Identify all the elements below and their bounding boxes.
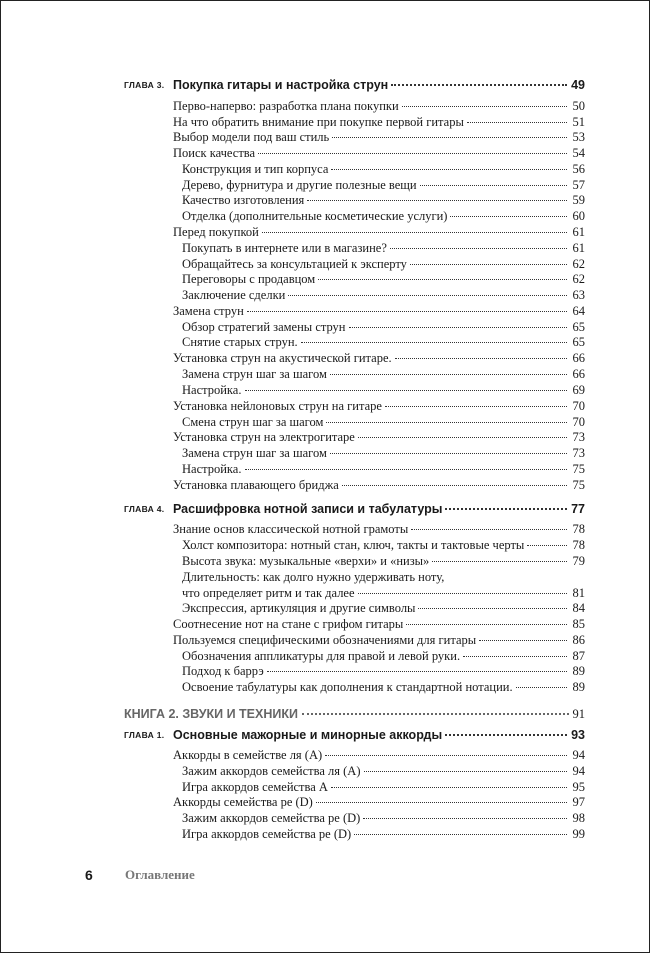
page-number: 79 — [572, 554, 585, 568]
entry-title: Длительность: как долго нужно удерживать ноту, — [182, 570, 445, 584]
entry-title: Замена струн — [173, 303, 247, 319]
leader-dots — [479, 640, 567, 641]
page-number: 56 — [572, 162, 585, 176]
page-number: 87 — [572, 649, 585, 663]
entry-title: Смена струн шаг за шагом — [182, 414, 326, 430]
page-number: 78 — [572, 522, 585, 536]
entry-title: Высота звука: музыкальные «верхи» и «низы» — [182, 553, 432, 569]
page-number: 99 — [572, 827, 585, 841]
toc-subentry[interactable] — [182, 553, 585, 569]
page-number: 65 — [572, 320, 585, 334]
entry-title: Настройка. — [182, 382, 245, 398]
page-number: 60 — [572, 209, 585, 223]
toc-subentry[interactable] — [182, 271, 585, 287]
entry-title: Соотнесение нот на стане с грифом гитары — [173, 616, 406, 632]
toc-entry[interactable] — [173, 794, 585, 810]
leader-dots — [331, 169, 567, 170]
leader-dots — [445, 508, 567, 510]
page-footer-number: 6 — [85, 867, 93, 883]
entry-title: что определяет ритм и так далее — [182, 585, 358, 601]
leader-dots — [354, 834, 567, 835]
toc-subentry-continued[interactable] — [182, 585, 585, 601]
chapter-title: Расшифровка нотной записи и табулатуры — [173, 501, 445, 517]
leader-dots — [418, 608, 567, 609]
toc-subentry[interactable] — [182, 810, 585, 826]
page-number: 91 — [572, 707, 585, 721]
toc-entry[interactable] — [173, 145, 585, 161]
toc-subentry[interactable] — [182, 256, 585, 272]
toc-subentry[interactable] — [182, 240, 585, 256]
entry-title: На что обратить внимание при покупке первой гитары — [173, 114, 467, 130]
page-number: 85 — [572, 617, 585, 631]
entry-title: Перед покупкой — [173, 224, 262, 240]
page-number: 93 — [571, 728, 585, 742]
leader-dots — [395, 358, 567, 359]
entry-title: Установка струн на электрогитаре — [173, 429, 358, 445]
toc-subentry[interactable] — [182, 414, 585, 430]
leader-dots — [325, 755, 567, 756]
toc-subentry[interactable] — [182, 287, 585, 303]
page-number: 89 — [572, 664, 585, 678]
leader-dots — [342, 485, 567, 486]
entry-title: Подход к баррэ — [182, 663, 267, 679]
toc-subentry[interactable] — [182, 319, 585, 335]
toc-subentry[interactable] — [182, 648, 585, 664]
chapter-title: Покупка гитары и настройка струн — [173, 77, 391, 93]
entry-title: Аккорды семейства ре (D) — [173, 794, 316, 810]
entry-title: Заключение сделки — [182, 287, 288, 303]
page-number: 65 — [572, 335, 585, 349]
page-number: 81 — [572, 586, 585, 600]
toc-entry[interactable] — [173, 303, 585, 319]
entry-title: Зажим аккордов семейства ре (D) — [182, 810, 363, 826]
page-number: 61 — [572, 225, 585, 239]
leader-dots — [330, 453, 567, 454]
leader-dots — [330, 374, 567, 375]
toc-entry[interactable] — [173, 350, 585, 366]
toc-entry[interactable] — [173, 98, 585, 114]
entry-title: Снятие старых струн. — [182, 334, 301, 350]
leader-dots — [262, 232, 567, 233]
entry-title: Обзор стратегий замены струн — [182, 319, 349, 335]
page-number: 63 — [572, 288, 585, 302]
leader-dots — [318, 279, 567, 280]
leader-dots — [247, 311, 567, 312]
entry-title: Холст композитора: нотный стан, ключ, такты и тактовые черты — [182, 537, 527, 553]
page-number: 70 — [572, 415, 585, 429]
book-title: КНИГА 2. ЗВУКИ И ТЕХНИКИ — [124, 707, 298, 721]
leader-dots — [385, 406, 567, 407]
toc-subentry[interactable] — [182, 779, 585, 795]
chapter-heading[interactable] — [173, 501, 585, 517]
entry-title: Зажим аккордов семейства ля (A) — [182, 763, 364, 779]
page-number: 89 — [572, 680, 585, 694]
leader-dots — [307, 200, 567, 201]
toc-entry[interactable] — [173, 429, 585, 445]
page-number: 53 — [572, 130, 585, 144]
entry-title: Замена струн шаг за шагом — [182, 445, 330, 461]
toc-entry[interactable] — [173, 398, 585, 414]
leader-dots — [316, 802, 567, 803]
toc-entry[interactable] — [173, 129, 585, 145]
leader-dots — [363, 818, 567, 819]
leader-dots — [450, 216, 567, 217]
chapter-label: ГЛАВА 3. — [124, 80, 165, 90]
leader-dots — [402, 106, 567, 107]
entry-title: Установка струн на акустической гитаре. — [173, 350, 395, 366]
page-number: 75 — [572, 462, 585, 476]
entry-title: Покупать в интернете или в магазине? — [182, 240, 390, 256]
page-number: 84 — [572, 601, 585, 615]
entry-title: Выбор модели под ваш стиль — [173, 129, 332, 145]
book-heading[interactable] — [124, 706, 585, 722]
leader-dots — [467, 122, 567, 123]
toc-subentry[interactable] — [182, 461, 585, 477]
page-number: 62 — [572, 272, 585, 286]
leader-dots — [326, 422, 567, 423]
toc-subentry[interactable] — [182, 826, 585, 842]
toc-subentry[interactable] — [182, 679, 585, 695]
page-number: 70 — [572, 399, 585, 413]
page-number: 62 — [572, 257, 585, 271]
leader-dots — [445, 734, 567, 736]
page-number: 59 — [572, 193, 585, 207]
page-number: 69 — [572, 383, 585, 397]
page-number: 94 — [572, 748, 585, 762]
entry-title: Отделка (дополнительные косметические услуги) — [182, 208, 450, 224]
toc-subentry[interactable] — [182, 366, 585, 382]
entry-title: Установка нейлоновых струн на гитаре — [173, 398, 385, 414]
chapter-title: Основные мажорные и минорные аккорды — [173, 727, 445, 743]
page-number: 64 — [572, 304, 585, 318]
toc-entry[interactable] — [173, 477, 585, 493]
toc-subentry[interactable] — [182, 161, 585, 177]
page-number: 57 — [572, 178, 585, 192]
toc-entry[interactable] — [173, 616, 585, 632]
leader-dots — [258, 153, 567, 154]
page-number: 54 — [572, 146, 585, 160]
leader-dots — [332, 137, 567, 138]
entry-title: Качество изготовления — [182, 192, 307, 208]
entry-title: Перво-наперво: разработка плана покупки — [173, 98, 402, 114]
leader-dots — [420, 185, 567, 186]
toc-entry[interactable] — [173, 114, 585, 130]
page-number: 75 — [572, 478, 585, 492]
entry-title: Экспрессия, артикуляция и другие символы — [182, 600, 418, 616]
toc-subentry[interactable] — [182, 334, 585, 350]
leader-dots — [267, 671, 567, 672]
entry-title: Настройка. — [182, 461, 245, 477]
toc-subentry[interactable] — [182, 192, 585, 208]
leader-dots — [432, 561, 567, 562]
page-number: 61 — [572, 241, 585, 255]
chapter-heading[interactable] — [173, 77, 585, 93]
page-number: 66 — [572, 351, 585, 365]
page-number: 78 — [572, 538, 585, 552]
page-number: 49 — [571, 78, 585, 92]
leader-dots — [245, 469, 568, 470]
page-number: 50 — [572, 99, 585, 113]
entry-title: Поиск качества — [173, 145, 258, 161]
leader-dots — [410, 264, 567, 265]
entry-title: Обозначения аппликатуры для правой и левой руки. — [182, 648, 463, 664]
page-number: 51 — [572, 115, 585, 129]
toc-subentry[interactable] — [182, 208, 585, 224]
toc-subentry[interactable] — [182, 445, 585, 461]
leader-dots — [245, 390, 568, 391]
entry-title: Обращайтесь за консультацией к эксперту — [182, 256, 410, 272]
toc-subentry[interactable] — [182, 537, 585, 553]
toc-entry[interactable] — [173, 521, 585, 537]
leader-dots — [527, 545, 567, 546]
entry-title: Освоение табулатуры как дополнения к стандартной нотации. — [182, 679, 516, 695]
leader-dots — [411, 529, 567, 530]
toc-entry[interactable] — [173, 224, 585, 240]
entry-title: Пользуемся специфическими обозначениями для гитары — [173, 632, 479, 648]
page-number: 73 — [572, 430, 585, 444]
leader-dots — [349, 327, 567, 328]
leader-dots — [406, 624, 567, 625]
toc-subentry[interactable] — [182, 763, 585, 779]
page-number: 77 — [571, 502, 585, 516]
page-number: 97 — [572, 795, 585, 809]
entry-title: Переговоры с продавцом — [182, 271, 318, 287]
toc-subentry[interactable] — [182, 382, 585, 398]
toc-entry[interactable] — [173, 632, 585, 648]
entry-title: Игра аккордов семейства ре (D) — [182, 826, 354, 842]
leader-dots — [301, 342, 567, 343]
leader-dots — [390, 248, 567, 249]
toc-subentry[interactable] — [182, 600, 585, 616]
page-number: 66 — [572, 367, 585, 381]
entry-title: Установка плавающего бриджа — [173, 477, 342, 493]
leader-dots — [463, 656, 567, 657]
entry-title: Конструкция и тип корпуса — [182, 161, 331, 177]
chapter-label: ГЛАВА 4. — [124, 504, 165, 514]
entry-title: Игра аккордов семейства A — [182, 779, 331, 795]
leader-dots — [364, 771, 568, 772]
leader-dots — [331, 787, 567, 788]
page-number: 98 — [572, 811, 585, 825]
entry-title: Аккорды в семействе ля (A) — [173, 747, 325, 763]
leader-dots — [302, 713, 569, 715]
leader-dots — [288, 295, 567, 296]
page-number: 95 — [572, 780, 585, 794]
leader-dots — [516, 687, 567, 688]
toc-entry[interactable] — [173, 747, 585, 763]
entry-title: Дерево, фурнитура и другие полезные вещи — [182, 177, 420, 193]
page-number: 73 — [572, 446, 585, 460]
page-footer-section: Оглавление — [125, 867, 195, 882]
page-number: 86 — [572, 633, 585, 647]
chapter-label: ГЛАВА 1. — [124, 730, 165, 740]
entry-title: Замена струн шаг за шагом — [182, 366, 330, 382]
toc-subentry[interactable] — [182, 177, 585, 193]
toc-subentry[interactable] — [182, 663, 585, 679]
entry-title: Знание основ классической нотной грамоты — [173, 521, 411, 537]
leader-dots — [358, 437, 567, 438]
leader-dots — [358, 593, 567, 594]
leader-dots — [391, 84, 567, 86]
chapter-heading[interactable] — [173, 727, 585, 743]
page-number: 94 — [572, 764, 585, 778]
toc-subentry[interactable] — [182, 569, 585, 585]
